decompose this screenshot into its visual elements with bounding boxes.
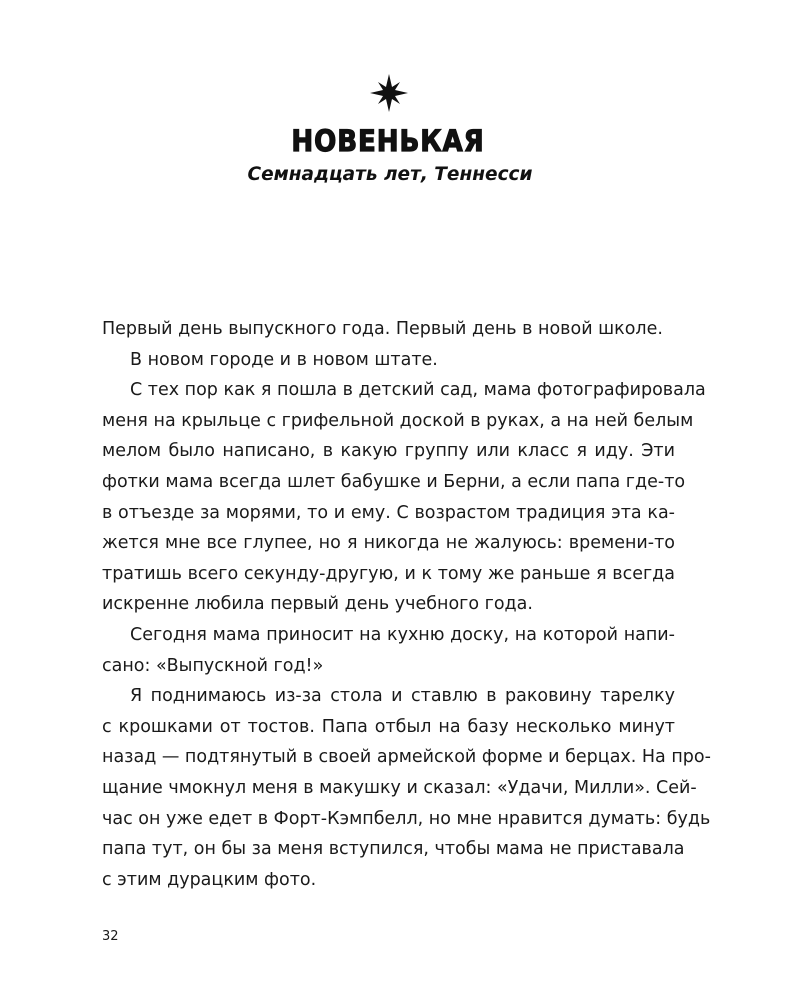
text-line: Я поднимаюсь из-за стола и ставлю в раковину тарелку	[130, 686, 675, 707]
text-line: Первый день выпускного года. Первый день в новой школе.	[102, 319, 663, 339]
body-text	[102, 314, 711, 895]
text-line: жется мне все глупее, но я никогда не жалуюсь: времени-то	[102, 533, 675, 554]
chapter-subtitle: Семнадцать лет, Теннесси	[247, 164, 533, 185]
text-line: назад — подтянутый в своей армейской форме и берцах. На про-	[102, 747, 711, 768]
text-line: час он уже едет в Форт-Кэмпбелл, но мне нравится думать: будь	[102, 808, 711, 829]
text-line: искренне любила первый день учебного года.	[102, 594, 533, 615]
text-line: В новом городе и в новом штате.	[130, 349, 438, 370]
text-line: щание чмокнул меня в макушку и сказал: «Удачи, Милли». Сей-	[102, 777, 697, 798]
text-line: меня на крыльце с грифельной доской в руках, а на ней белым	[102, 410, 694, 431]
text-line: сано: «Выпускной год!»	[102, 655, 324, 676]
chapter-ornament	[370, 74, 408, 112]
text-line: с крошками от тостов. Папа отбыл на базу несколько минут	[102, 716, 675, 737]
text-line: С тех пор как я пошла в детский сад, мама фотографировала	[130, 380, 706, 401]
text-line: в отъезде за морями, то и ему. С возрастом традиция эта ка-	[102, 502, 675, 523]
text-line: с этим дурацким фото.	[102, 869, 317, 890]
text-line: мелом было написано, в какую группу или класс я иду. Эти	[102, 441, 675, 462]
text-line: папа тут, он бы за меня вступился, чтобы мама не приставала	[102, 839, 685, 860]
chapter-title: НОВЕНЬКАЯ	[291, 124, 485, 158]
text-line: тратишь всего секунду-другую, и к тому же раньше я всегда	[102, 563, 675, 584]
text-line: Сегодня мама приносит на кухню доску, на которой напи-	[130, 624, 675, 645]
page-number: 32	[102, 929, 119, 944]
text-line: фотки мама всегда шлет бабушке и Берни, а если папа где-то	[102, 471, 686, 492]
eight-point-star-icon	[370, 74, 408, 112]
